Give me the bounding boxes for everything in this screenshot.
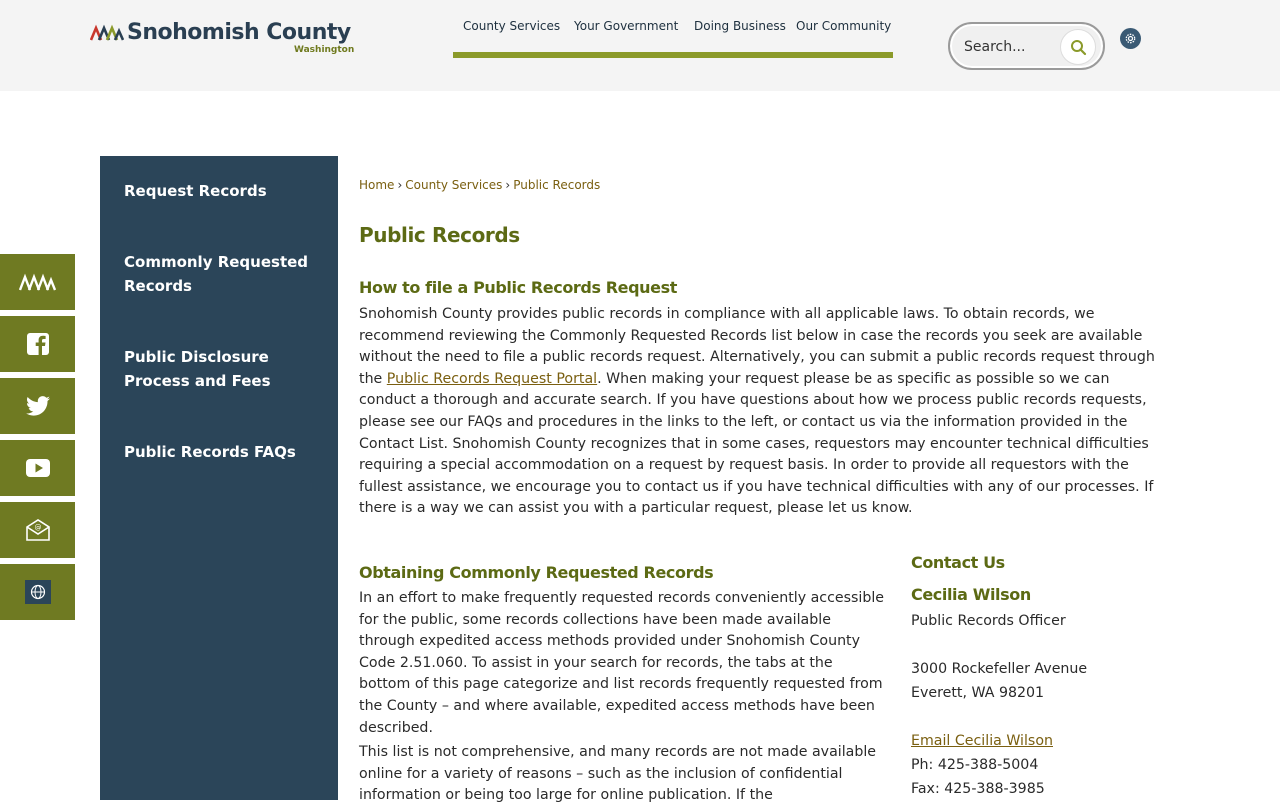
- gear-icon: [1124, 32, 1137, 45]
- county-logo-icon: [90, 22, 124, 42]
- intro-text-continued: . When making your request please be as specific as possible so we can conduct a thorough and accurate search. If you have questions about how we process public records requests, please see our FAQs and procedures in the links to the left, or contact us via the information provided in the Contact List. Snohomish County recognizes that in some cases, requestors may encounter technical difficulties requiring a special accommodation on a request by request basis. In order to provide all requestors with the fullest assistance, we encourage you to contact us if you have technical difficulties with any of our processes. If there is a way we can assist you with a particular request, please let us know.: [359, 370, 1154, 517]
- top-navigation: [453, 0, 893, 58]
- social-youtube-link[interactable]: [0, 440, 75, 496]
- site-header: [0, 0, 1280, 91]
- section-heading-common-records: Obtaining Commonly Requested Records: [359, 563, 714, 582]
- social-county-link[interactable]: [0, 254, 75, 310]
- svg-text:@: @: [34, 523, 41, 532]
- common-records-paragraph-2: This list is not comprehensive, and many records are not made available online for a variety of reasons – such as the inclusion of confidential information or being too large for online publication. If the: [359, 744, 877, 804]
- youtube-icon: [26, 459, 50, 477]
- sidebar-item-request-records[interactable]: Request Records: [124, 182, 267, 200]
- breadcrumb-separator: ›: [505, 178, 511, 192]
- section-sidebar: [100, 156, 338, 800]
- breadcrumb-home[interactable]: Home: [359, 178, 395, 192]
- social-email-link[interactable]: [0, 502, 75, 558]
- email-icon: [26, 519, 50, 541]
- search-icon: [1070, 39, 1087, 56]
- social-twitter-link[interactable]: [0, 378, 75, 434]
- social-facebook-link[interactable]: [0, 316, 75, 372]
- breadcrumb-separator: ›: [397, 178, 403, 192]
- county-logo-icon: [19, 272, 57, 292]
- social-translate-link[interactable]: [0, 564, 75, 620]
- nav-our-community[interactable]: Our Community: [796, 19, 892, 33]
- contact-phone: Ph: 425-388-5004: [911, 757, 1039, 773]
- settings-button[interactable]: [1120, 28, 1141, 49]
- breadcrumb-current[interactable]: Public Records: [513, 178, 601, 192]
- sidebar-item-commonly-requested[interactable]: Commonly Requested Records: [124, 253, 309, 295]
- intro-text: Snohomish County provides public records in compliance with all applicable laws. To obtain records, we recommend reviewing the Commonly Requested Records list below in case the records you seek are available without the need to file a public records request. Alternatively, you can submit a public records request through the: [359, 306, 1155, 387]
- intro-paragraph: [359, 304, 1159, 520]
- breadcrumb-county-services[interactable]: County Services: [405, 178, 503, 192]
- contact-address-line1: 3000 Rockefeller Avenue: [911, 661, 1088, 677]
- contact-name: Cecilia Wilson: [911, 585, 1031, 604]
- request-portal-link[interactable]: Public Records Request Portal: [386, 370, 598, 387]
- search-box: [948, 22, 1105, 70]
- globe-icon: [25, 580, 51, 604]
- sidebar-item-faqs[interactable]: Public Records FAQs: [124, 443, 296, 461]
- section-heading-file-request: How to file a Public Records Request: [359, 278, 677, 297]
- search-button[interactable]: [1060, 29, 1096, 65]
- search-input[interactable]: [964, 36, 1054, 58]
- twitter-icon: [26, 396, 50, 416]
- contact-email: [911, 733, 1053, 749]
- facebook-icon: [27, 333, 49, 355]
- contact-heading: Contact Us: [911, 553, 1005, 572]
- sidebar-item-disclosure-fees[interactable]: Public Disclosure Process and Fees: [124, 348, 271, 390]
- logo-subtitle: Washington: [294, 45, 355, 55]
- email-contact-link[interactable]: Email Cecilia Wilson: [911, 733, 1053, 749]
- breadcrumb: [359, 178, 600, 192]
- contact-address-line2: Everett, WA 98201: [911, 685, 1045, 701]
- page-title: Public Records: [359, 223, 520, 247]
- nav-county-services[interactable]: County Services: [463, 19, 561, 33]
- common-records-paragraph: In an effort to make frequently requested records conveniently accessible for the public, some records collections have been made available through expedited access methods provided under Snohomish County Code 2.51.060. To assist in your search for records, the tabs at the bottom of this page categorize and list records frequently requested from the County – and where available, expedited access methods have been described.: [359, 590, 885, 736]
- contact-role: Public Records Officer: [911, 613, 1066, 629]
- nav-your-government[interactable]: Your Government: [574, 19, 679, 33]
- logo-text: Snohomish County: [127, 20, 351, 45]
- contact-fax: Fax: 425-388-3985: [911, 781, 1045, 797]
- nav-doing-business[interactable]: Doing Business: [694, 19, 786, 33]
- county-logo[interactable]: [90, 20, 360, 60]
